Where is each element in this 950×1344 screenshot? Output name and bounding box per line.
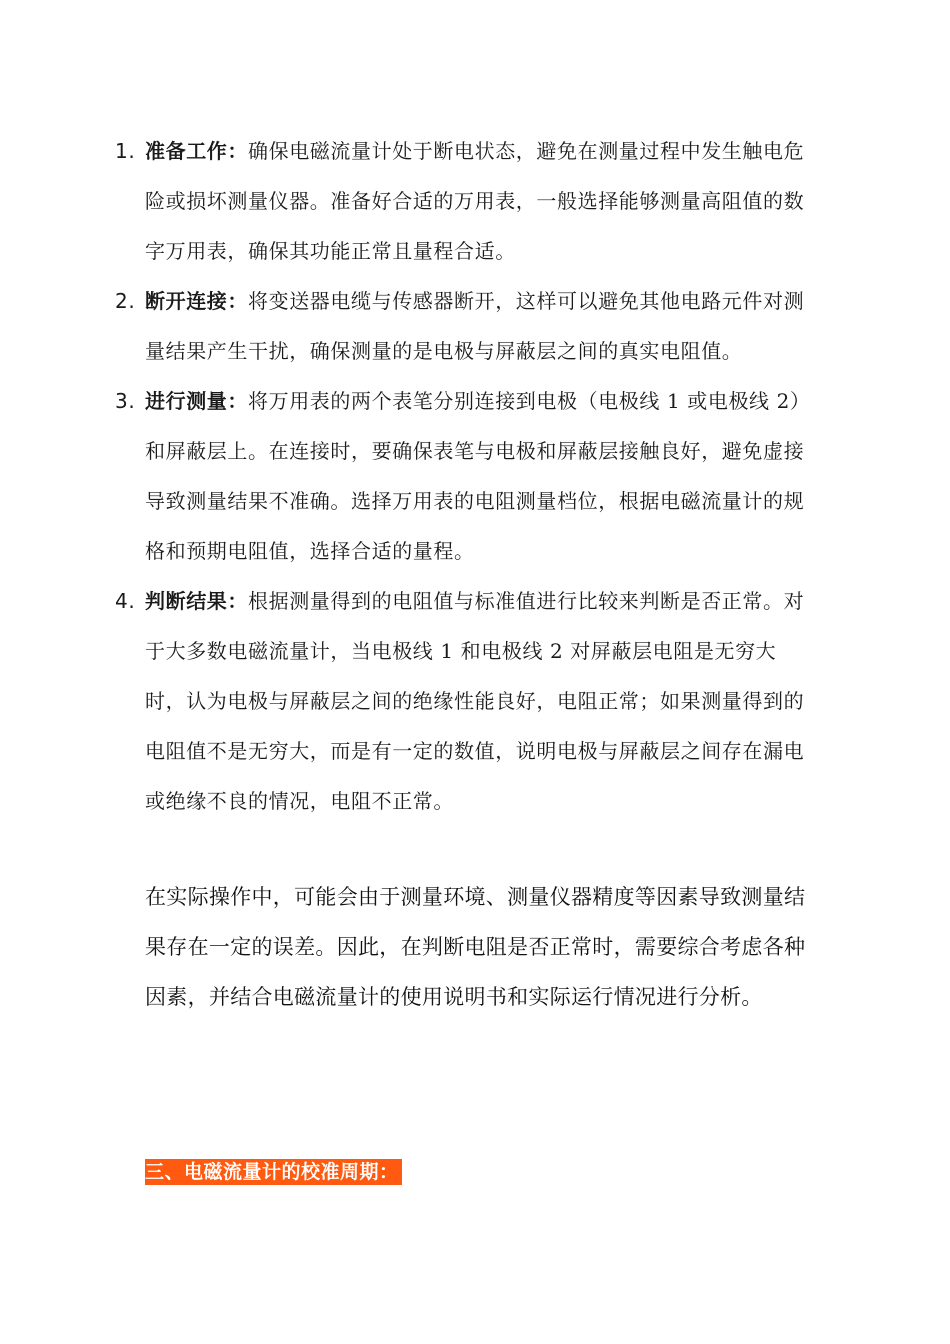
step-item <box>115 376 815 576</box>
step-number: 3. <box>115 389 136 413</box>
note-paragraph: 在实际操作中，可能会由于测量环境、测量仪器精度等因素导致测量结果存在一定的误差。因此，在判断电阻是否正常时，需要综合考虑各种因素，并结合电磁流量计的使用说明书和实际运行情况进行分析。 <box>145 885 806 1009</box>
step-item <box>115 276 815 376</box>
step-item <box>115 576 815 826</box>
step-term: 断开连接： <box>145 289 248 313</box>
step-term: 进行测量： <box>145 389 248 413</box>
step-number: 2. <box>115 289 136 313</box>
step-term: 准备工作： <box>145 139 248 163</box>
step-item <box>115 126 815 276</box>
step-text: 根据测量得到的电阻值与标准值进行比较来判断是否正常。对于大多数电磁流量计，当电极线 1 和电极线 2 对屏蔽层电阻是无穷大时，认为电极与屏蔽层之间的绝缘性能良好，电阻正常；如果测量得到的电阻值不是无穷大，而是有一定的数值，说明电极与屏蔽层之间存在漏电或绝缘不良的情况，电阻不正常。 <box>145 589 805 813</box>
step-term: 判断结果： <box>145 589 248 613</box>
step-number: 4. <box>115 589 136 613</box>
step-text: 将万用表的两个表笔分别连接到电极（电极线 1 或电极线 2）和屏蔽层上。在连接时，要确保表笔与电极和屏蔽层接触良好，避免虚接导致测量结果不准确。选择万用表的电阻测量档位，根据电磁流量计的规格和预期电阻值，选择合适的量程。 <box>145 389 811 563</box>
section-heading: 三、电磁流量计的校准周期： <box>145 1159 402 1185</box>
step-text: 确保电磁流量计处于断电状态，避免在测量过程中发生触电危险或损坏测量仪器。准备好合适的万用表，一般选择能够测量高阻值的数字万用表，确保其功能正常且量程合适。 <box>145 139 805 263</box>
step-text: 将变送器电缆与传感器断开，这样可以避免其他电路元件对测量结果产生干扰，确保测量的是电极与屏蔽层之间的真实电阻值。 <box>145 289 805 363</box>
step-number: 1. <box>115 139 136 163</box>
step-list <box>115 126 815 826</box>
